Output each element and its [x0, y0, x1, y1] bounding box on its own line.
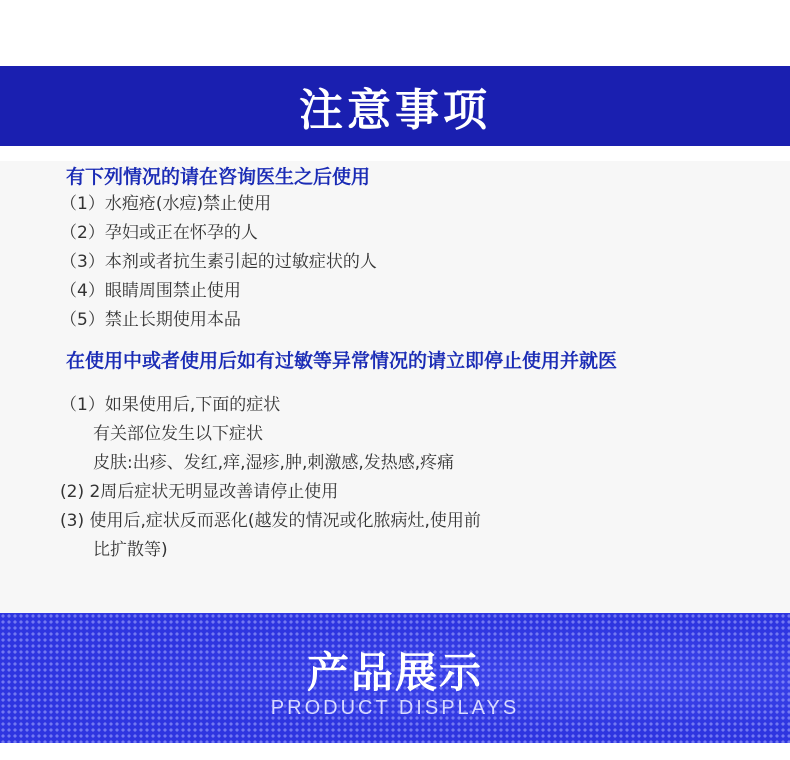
- section-1-list: [60, 190, 770, 335]
- list-item-detail: 皮肤:出疹、发红,痒,湿疹,肿,刺激感,发热感,疼痛: [93, 453, 455, 473]
- section-1: [66, 164, 770, 190]
- list-item: （1）如果使用后,下面的症状: [60, 395, 281, 415]
- list-item-continuation: 比扩散等): [93, 540, 168, 560]
- product-title: 产品展示: [306, 648, 483, 697]
- section-2: [66, 348, 770, 374]
- list-item: (3) 使用后,症状反而恶化(越发的情况或化脓病灶,使用前: [60, 511, 481, 531]
- list-item-detail: 有关部位发生以下症状: [93, 424, 263, 444]
- list-item: (2) 2周后症状无明显改善请停止使用: [60, 482, 339, 502]
- section-2-heading: 在使用中或者使用后如有过敏等异常情况的请立即停止使用并就医: [66, 350, 618, 372]
- product-subtitle: PRODUCT DISPLAYS: [270, 697, 520, 719]
- list-item: （3）本剂或者抗生素引起的过敏症状的人: [60, 252, 377, 272]
- section-1-heading: 有下列情况的请在咨询医生之后使用: [66, 166, 371, 188]
- page-title: 注意事项: [299, 85, 491, 136]
- header-banner: [0, 66, 790, 146]
- list-item: （2）孕妇或正在怀孕的人: [60, 223, 258, 243]
- list-item: （5）禁止长期使用本品: [60, 310, 241, 330]
- section-2-list: [60, 391, 770, 565]
- list-item: （1）水疱疮(水痘)禁止使用: [60, 194, 272, 214]
- list-item: （4）眼睛周围禁止使用: [60, 281, 241, 301]
